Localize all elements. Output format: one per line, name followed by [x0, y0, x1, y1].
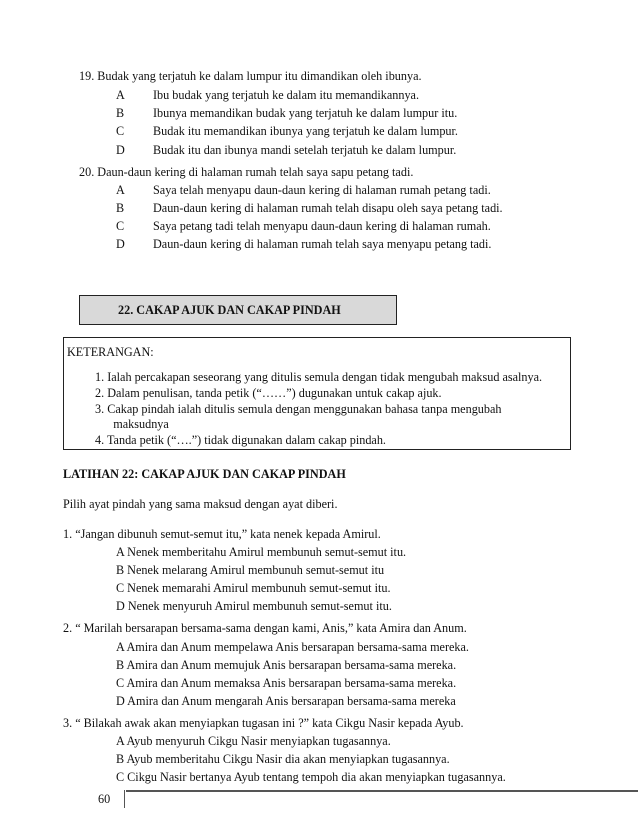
exercise-3-option-a: A Ayub menyuruh Cikgu Nasir menyiapkan tugasannya. — [116, 734, 391, 748]
page-number: 60 — [98, 792, 111, 806]
question-19-stem: 19. Budak yang terjatuh ke dalam lumpur itu dimandikan oleh ibunya. — [79, 69, 422, 83]
keterangan-item-3-cont: maksudnya — [95, 417, 169, 431]
question-20-stem: 20. Daun-daun kering di halaman rumah telah saya sapu petang tadi. — [79, 165, 414, 179]
question-20-option-b: B Daun-daun kering di halaman rumah telah disapu oleh saya petang tadi. — [116, 201, 503, 215]
section-title: 22. CAKAP AJUK DAN CAKAP PINDAH — [118, 303, 341, 317]
instruction: Pilih ayat pindah yang sama maksud dengan ayat diberi. — [63, 497, 338, 511]
exercise-1-option-b: B Nenek melarang Amirul membunuh semut-semut itu — [116, 563, 385, 577]
footer-rule — [126, 790, 638, 792]
question-20-option-c: C Saya petang tadi telah menyapu daun-daun kering di halaman rumah. — [116, 219, 491, 233]
exercise-1-stem: 1. “Jangan dibunuh semut-semut itu,” kata nenek kepada Amirul. — [63, 527, 381, 541]
question-20-option-a: A Saya telah menyapu daun-daun kering di halaman rumah petang tadi. — [116, 183, 491, 197]
exercise-2-option-c: C Amira dan Anum memaksa Anis bersarapan bersama-sama mereka. — [116, 676, 457, 690]
section-title-box — [79, 295, 397, 325]
exercise-2-option-b: B Amira dan Anum memujuk Anis bersarapan bersama-sama mereka. — [116, 658, 457, 672]
keterangan-item-1: 1. Ialah percakapan seseorang yang ditulis semula dengan tidak mengubah maksud asalnya. — [95, 370, 543, 384]
exercise-2-stem: 2. “ Marilah bersarapan bersama-sama dengan kami, Anis,” kata Amira dan Anum. — [63, 621, 467, 635]
exercise-3-stem: 3. “ Bilakah awak akan menyiapkan tugasan ini ?” kata Cikgu Nasir kepada Ayub. — [63, 716, 464, 730]
exercise-1-option-a: A Nenek memberitahu Amirul membunuh semut-semut itu. — [116, 545, 407, 559]
footer-divider — [124, 790, 125, 808]
question-19-option-c: C Budak itu memandikan ibunya yang terjatuh ke dalam lumpur. — [116, 124, 458, 138]
question-19-option-d: D Budak itu dan ibunya mandi setelah terjatuh ke dalam lumpur. — [116, 143, 457, 157]
exercise-3-option-b: B Ayub memberitahu Cikgu Nasir dia akan menyiapkan tugasannya. — [116, 752, 450, 766]
exercise-1-option-c: C Nenek memarahi Amirul membunuh semut-semut itu. — [116, 581, 391, 595]
exercise-2-option-d: D Amira dan Anum mengarah Anis bersarapan bersama-sama mereka — [116, 694, 456, 708]
question-19-option-b: B Ibunya memandikan budak yang terjatuh ke dalam lumpur itu. — [116, 106, 458, 120]
question-20-option-d: D Daun-daun kering di halaman rumah telah saya menyapu petang tadi. — [116, 237, 492, 251]
keterangan-item-3: 3. Cakap pindah ialah ditulis semula dengan menggunakan bahasa tanpa mengubah — [95, 402, 502, 416]
question-19-option-a: A Ibu budak yang terjatuh ke dalam itu memandikannya. — [116, 88, 420, 102]
exercise-3-option-c: C Cikgu Nasir bertanya Ayub tentang tempoh dia akan menyiapkan tugasannya. — [116, 770, 506, 784]
keterangan-heading: KETERANGAN: — [67, 345, 154, 359]
exercise-2-option-a: A Amira dan Anum mempelawa Anis bersarapan bersama-sama mereka. — [116, 640, 469, 654]
exercise-1-option-d: D Nenek menyuruh Amirul membunuh semut-semut itu. — [116, 599, 392, 613]
latihan-title: LATIHAN 22: CAKAP AJUK DAN CAKAP PINDAH — [63, 467, 346, 481]
keterangan-box — [63, 337, 571, 450]
keterangan-item-2: 2. Dalam penulisan, tanda petik (“……”) dugunakan untuk cakap ajuk. — [95, 386, 442, 400]
keterangan-item-4: 4. Tanda petik (“….”) tidak digunakan dalam cakap pindah. — [95, 433, 386, 447]
